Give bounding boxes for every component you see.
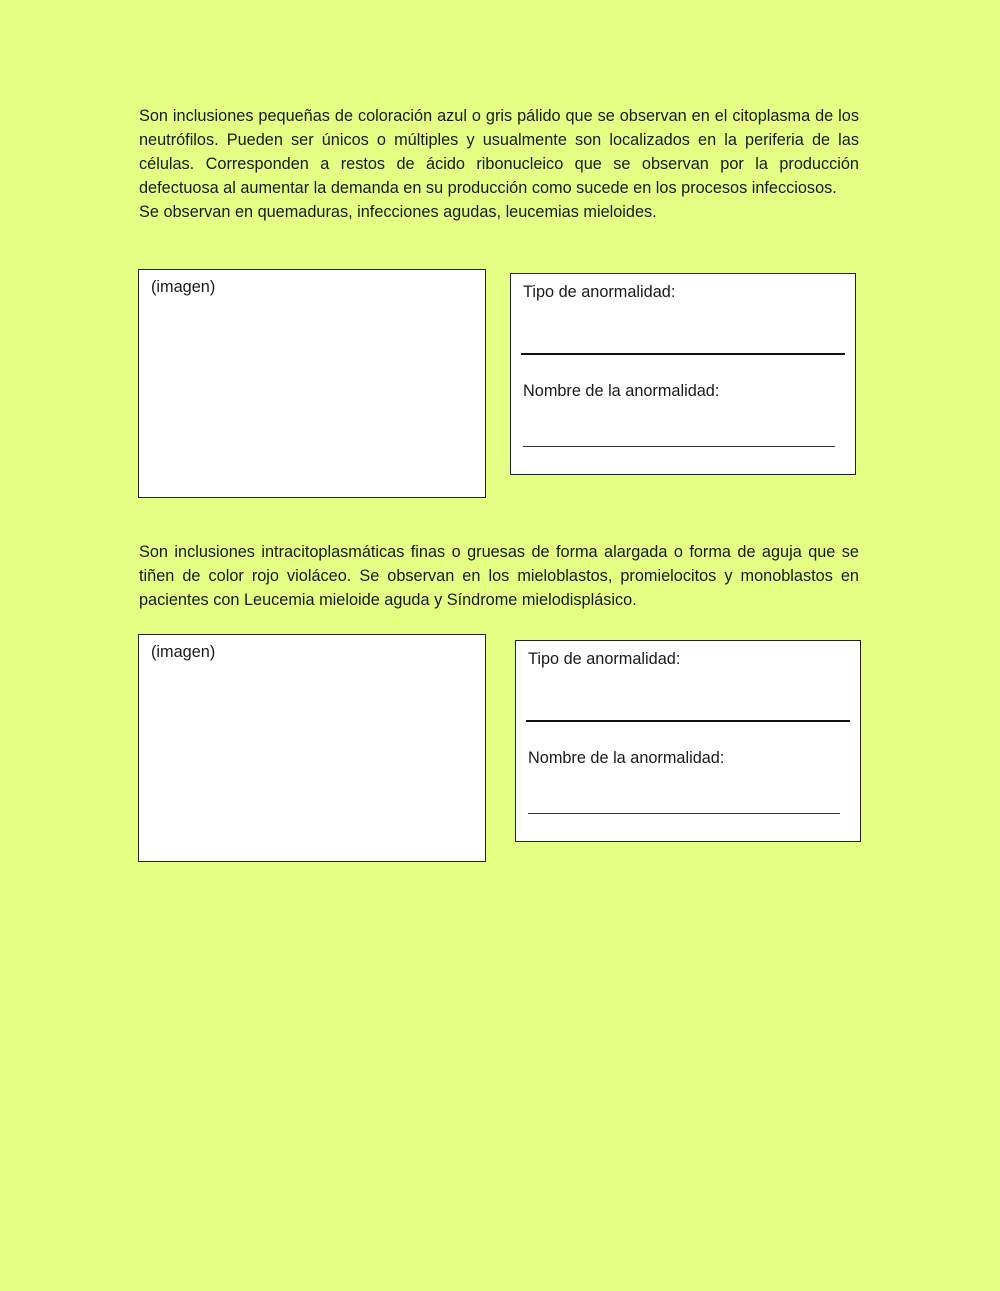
description-text-2: Son inclusiones intracitoplasmáticas finas o gruesas de forma alargada o forma de aguja que se tiñen de color rojo violáceo. Se observan en los mieloblastos, promielocitos y monoblastos en pacientes con Leucemia mieloide aguda y Síndrome mielodisplásico. — [139, 543, 859, 609]
name-label-2: Nombre de la anormalidad: — [528, 749, 725, 767]
description-text-1: Son inclusiones pequeñas de coloración azul o gris pálido que se observan en el citoplasma de los neutrófilos. Pueden ser únicos o múltiples y usualmente son localizados en la periferia de las células. Corresponden a restos de ácido ribonucleico que se observan por la producción defectuosa al aumentar la demanda en su producción como sucede en los procesos infecciosos. — [139, 107, 859, 197]
answer-form-box-1 — [510, 273, 856, 475]
description-paragraph-2 — [139, 540, 859, 612]
name-answer-line-2[interactable] — [528, 813, 840, 814]
image-placeholder-label-1: (imagen) — [151, 278, 216, 296]
type-answer-line-2[interactable] — [526, 720, 850, 722]
name-label-1: Nombre de la anormalidad: — [523, 382, 720, 400]
image-placeholder-label-2: (imagen) — [151, 643, 216, 661]
type-label-1: Tipo de anormalidad: — [523, 283, 676, 301]
image-placeholder-box-2 — [138, 634, 486, 862]
description-text-1-extra: Se observan en quemaduras, infecciones agudas, leucemias mieloides. — [139, 203, 657, 221]
description-paragraph-1 — [139, 104, 859, 224]
image-placeholder-box-1 — [138, 269, 486, 498]
answer-form-box-2 — [515, 640, 861, 842]
type-answer-line-1[interactable] — [521, 353, 845, 355]
name-answer-line-1[interactable] — [523, 446, 835, 447]
type-label-2: Tipo de anormalidad: — [528, 650, 681, 668]
